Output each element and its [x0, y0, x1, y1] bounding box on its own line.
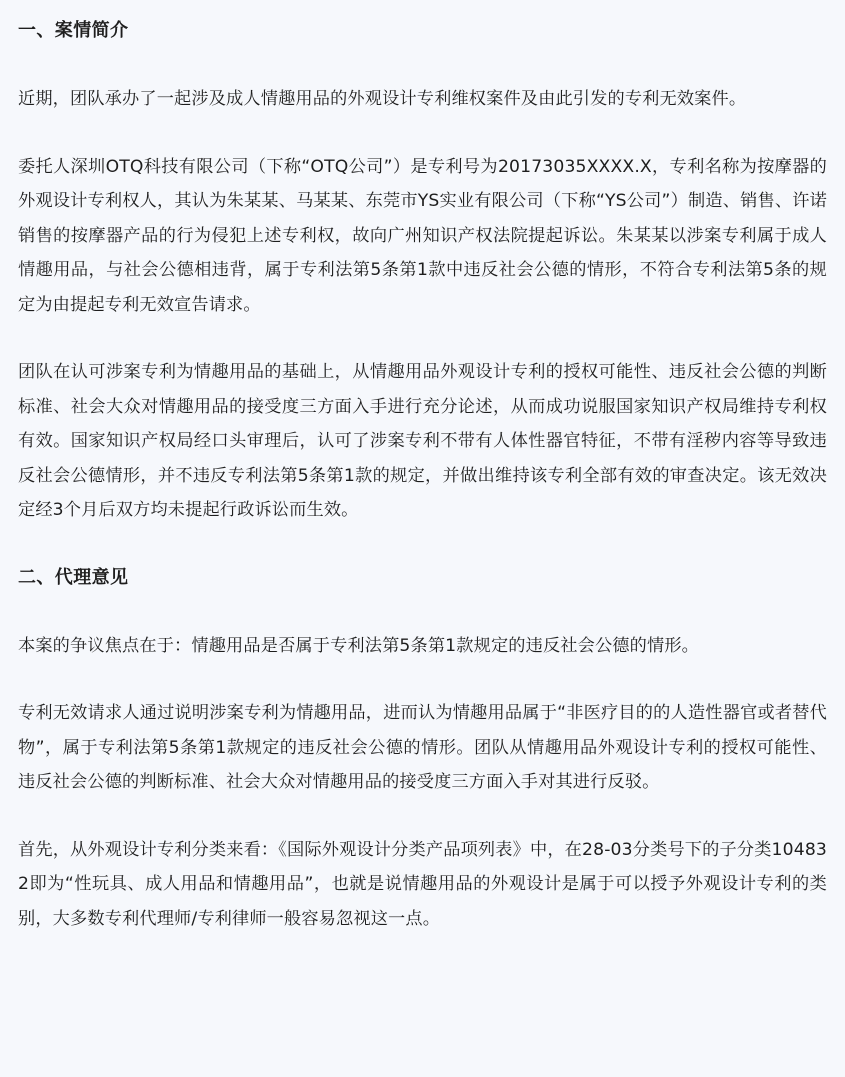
- paragraph: 本案的争议焦点在于：情趣用品是否属于专利法第5条第1款规定的违反社会公德的情形。: [18, 635, 699, 656]
- paragraph: 委托人深圳OTQ科技有限公司（下称“OTQ公司”）是专利号为20173035XXXX.X，专利名称为按摩器的外观设计专利权人，其认为朱某某、马某某、东莞市YS实业有限公司（下称“YS公司”）制造、销售、许诺销售的按摩器产品的行为侵犯上述专利权，故向广州知识产权法院提起诉讼。朱某某以涉案专利属于成人情趣用品，与社会公德相违背，属于专利法第5条第1款中违反社会公德的情形，不符合专利法第5条的规定为由提起专利无效宣告请求。: [18, 156, 827, 315]
- paragraph: 首先，从外观设计专利分类来看：《国际外观设计分类产品项列表》中，在28-03分类号下的子分类104832即为“性玩具、成人用品和情趣用品”，也就是说情趣用品的外观设计是属于可以授予外观设计专利的类别，大多数专利代理师/专利律师一般容易忽视这一点。: [18, 839, 827, 929]
- paragraph: 团队在认可涉案专利为情趣用品的基础上，从情趣用品外观设计专利的授权可能性、违反社会公德的判断标准、社会大众对情趣用品的接受度三方面入手进行充分论述，从而成功说服国家知识产权局维持专利权有效。国家知识产权局经口头审理后，认可了涉案专利不带有人体性器官特征，不带有淫秽内容等导致违反社会公德情形，并不违反专利法第5条第1款的规定，并做出维持该专利全部有效的审查决定。该无效决定经3个月后双方均未提起行政诉讼而生效。: [18, 362, 827, 520]
- paragraph: 近期，团队承办了一起涉及成人情趣用品的外观设计专利维权案件及由此引发的专利无效案件。: [18, 89, 747, 109]
- paragraph: 专利无效请求人通过说明涉案专利为情趣用品，进而认为情趣用品属于“非医疗目的的人造性器官或者替代物”，属于专利法第5条第1款规定的违反社会公德的情形。团队从情趣用品外观设计专利的授权可能性、违反社会公德的判断标准、社会大众对情趣用品的接受度三方面入手对其进行反驳。: [18, 703, 827, 792]
- section-heading-case-summary: 一、案情简介: [18, 20, 129, 41]
- section-heading-agency-opinion: 二、代理意见: [18, 566, 129, 588]
